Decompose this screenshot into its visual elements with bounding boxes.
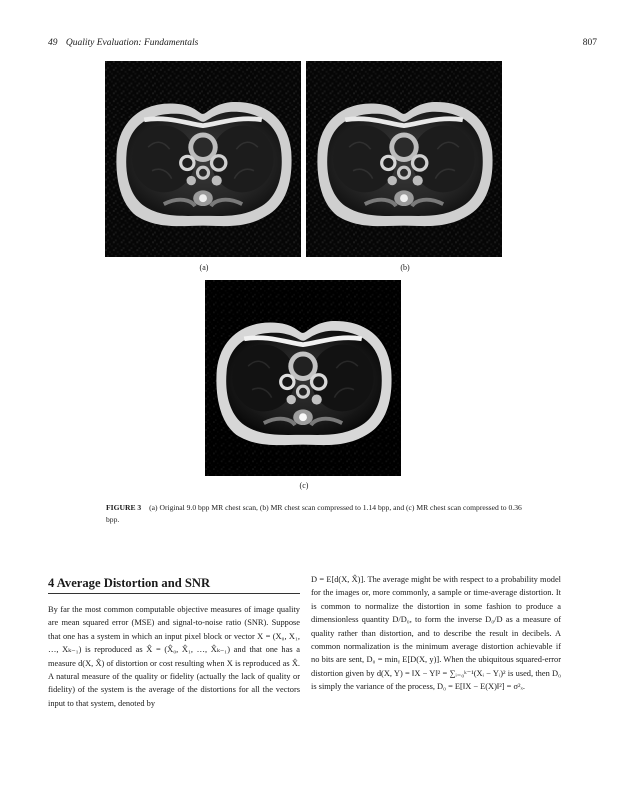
mr-scan-compressed-0-36bpp xyxy=(205,280,401,476)
chapter-number: 49 xyxy=(48,38,58,48)
left-column-paragraph: By far the most common computable objective measures of image quality are mean squared error (MSE) and signal-to-noise ratio (SNR). Suppose that one has a system in which an input pixel block or vector X = (X₀, X₁, …, Xₖ₋₁) is reproduced as X̂ = (X̂₀, X̂₁, …, X̂ₖ₋₁) and that one has a measure d(X, X̂) of distortion or cost resulting when X is reproduced as X̂. A natural measure of the quality or fidelity (actually the lack of quality or fidelity) of the system is the average of the distortions for all the vectors input to that system, denoted by xyxy=(48,605,300,708)
figure-label-b: (b) xyxy=(400,263,410,272)
right-column-paragraph: D = E[d(X, X̂)]. The average might be with respect to a probability model for the images or, more commonly, a sample or time-average distortion. It is common to normalize the distortion in some fashion to produce a dimensionless quantity D/D₀, to form the inverse D₀/D as a measure of quality rather than distortion, and to describe the result in decibels. A common normalization is the minimum average distortion achievable if no bits are sent, D₀ = minᵧ E[D(X, y)]. When the ubiquitous squared-error distortion given by d(X, Y) = ‖X − Y‖² = ∑ᵢ₌₀ᵏ⁻¹(Xᵢ − Yᵢ)² is used, then D₀ is simply the variance of the process, D₀ = E[‖X − E(X)‖²] = σ²ₓ. xyxy=(311,575,561,692)
figure-caption-text: (a) Original 9.0 bpp MR chest scan, (b) MR chest scan compressed to 1.14 bpp, and (c) MR chest scan compressed to 0.36 bpp. xyxy=(106,503,522,524)
mr-scan-compressed-1-14bpp xyxy=(306,61,502,257)
figure-caption-label: FIGURE 3 xyxy=(106,503,142,512)
mr-scan-original xyxy=(105,61,301,257)
section-heading: 4 Average Distortion and SNR xyxy=(48,576,211,590)
page-number: 807 xyxy=(582,38,597,48)
chapter-title: Quality Evaluation: Fundamentals xyxy=(65,38,199,48)
running-header xyxy=(48,38,198,48)
figure-label-a: (a) xyxy=(199,263,209,272)
figure-caption xyxy=(106,502,536,526)
section-rule xyxy=(48,593,300,594)
figure-label-c: (c) xyxy=(299,481,309,490)
